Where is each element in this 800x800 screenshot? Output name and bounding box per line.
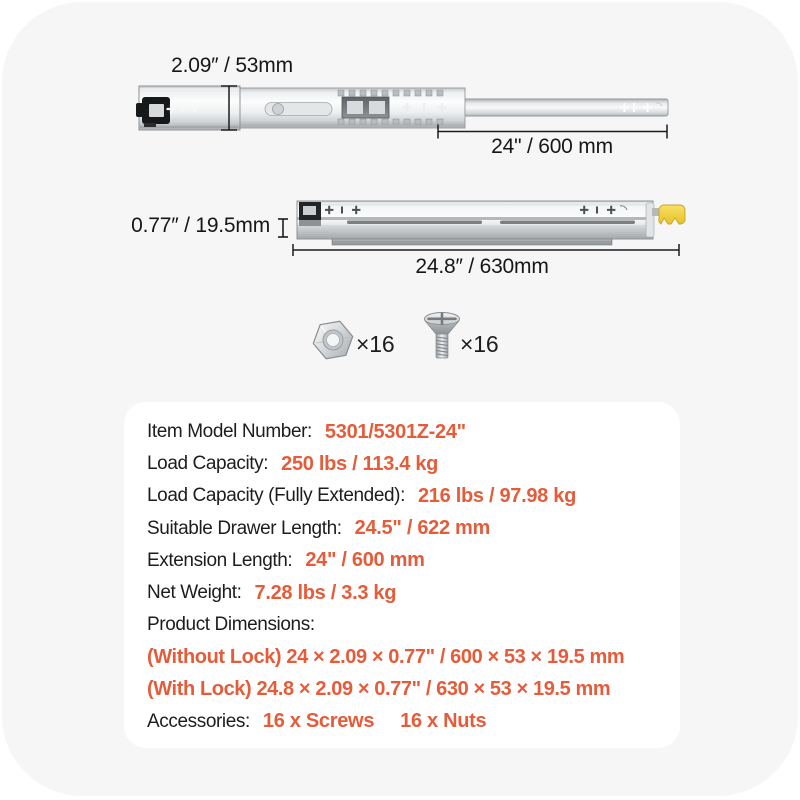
- spec-label: Suitable Drawer Length:: [147, 517, 342, 539]
- spec-row-load-capacity: [147, 448, 664, 480]
- spec-row-extension-length: [147, 545, 664, 577]
- spec-label: Net Weight:: [147, 582, 242, 604]
- spec-label: Load Capacity (Fully Extended):: [147, 485, 405, 507]
- slide-height-dimension-label: 0.77″ / 19.5mm: [131, 214, 270, 237]
- spec-label: Product Dimensions:: [147, 614, 315, 636]
- spec-value: 7.28 lbs / 3.3 kg: [254, 581, 397, 604]
- spec-label: Accessories:: [147, 710, 250, 732]
- spec-value: 16 x Nuts: [400, 710, 487, 733]
- spec-row-drawer-length: [147, 513, 664, 545]
- spec-card: [124, 402, 680, 748]
- spec-value: 216 lbs / 97.98 kg: [417, 484, 577, 507]
- hex-nut-icon: [311, 318, 355, 362]
- closed-drawer-slide-illustration: [272, 194, 692, 264]
- screw-icon: [422, 310, 462, 364]
- spec-row-load-capacity-extended: [147, 480, 664, 512]
- spec-row-product-dimensions-heading: [147, 609, 664, 641]
- spec-value: 24" / 600 mm: [305, 549, 425, 572]
- spec-value: 24.5" / 622 mm: [354, 517, 491, 540]
- slide-length-dimension-label: 24.8″ / 630mm: [415, 255, 549, 278]
- spec-row-accessories: [147, 706, 664, 738]
- spec-label: Item Model Number:: [147, 421, 312, 443]
- spec-value: (Without Lock) 24 × 2.09 × 0.77" / 600 × 53 × 19.5 mm: [147, 645, 625, 668]
- slide-extension-dimension-label: 24" / 600 mm: [491, 135, 613, 158]
- spec-row-model: [147, 416, 664, 448]
- spec-row-dimensions-with-lock: [147, 674, 664, 706]
- spec-label: Load Capacity:: [147, 453, 269, 475]
- spec-label: Extension Length:: [147, 549, 293, 571]
- screw-count-label: ×16: [460, 331, 499, 357]
- spec-row-dimensions-without-lock: [147, 641, 664, 673]
- spec-row-net-weight: [147, 577, 664, 609]
- background-panel: [2, 2, 798, 796]
- nut-count-label: ×16: [356, 331, 395, 357]
- spec-value: (With Lock) 24.8 × 2.09 × 0.77" / 630 × 53 × 19.5 mm: [147, 678, 611, 701]
- slide-width-dimension-label: 2.09″ / 53mm: [171, 54, 293, 77]
- spec-value: 250 lbs / 113.4 kg: [281, 452, 439, 475]
- spec-value: 5301/5301Z-24": [324, 420, 466, 443]
- spec-value: 16 x Screws: [262, 710, 375, 733]
